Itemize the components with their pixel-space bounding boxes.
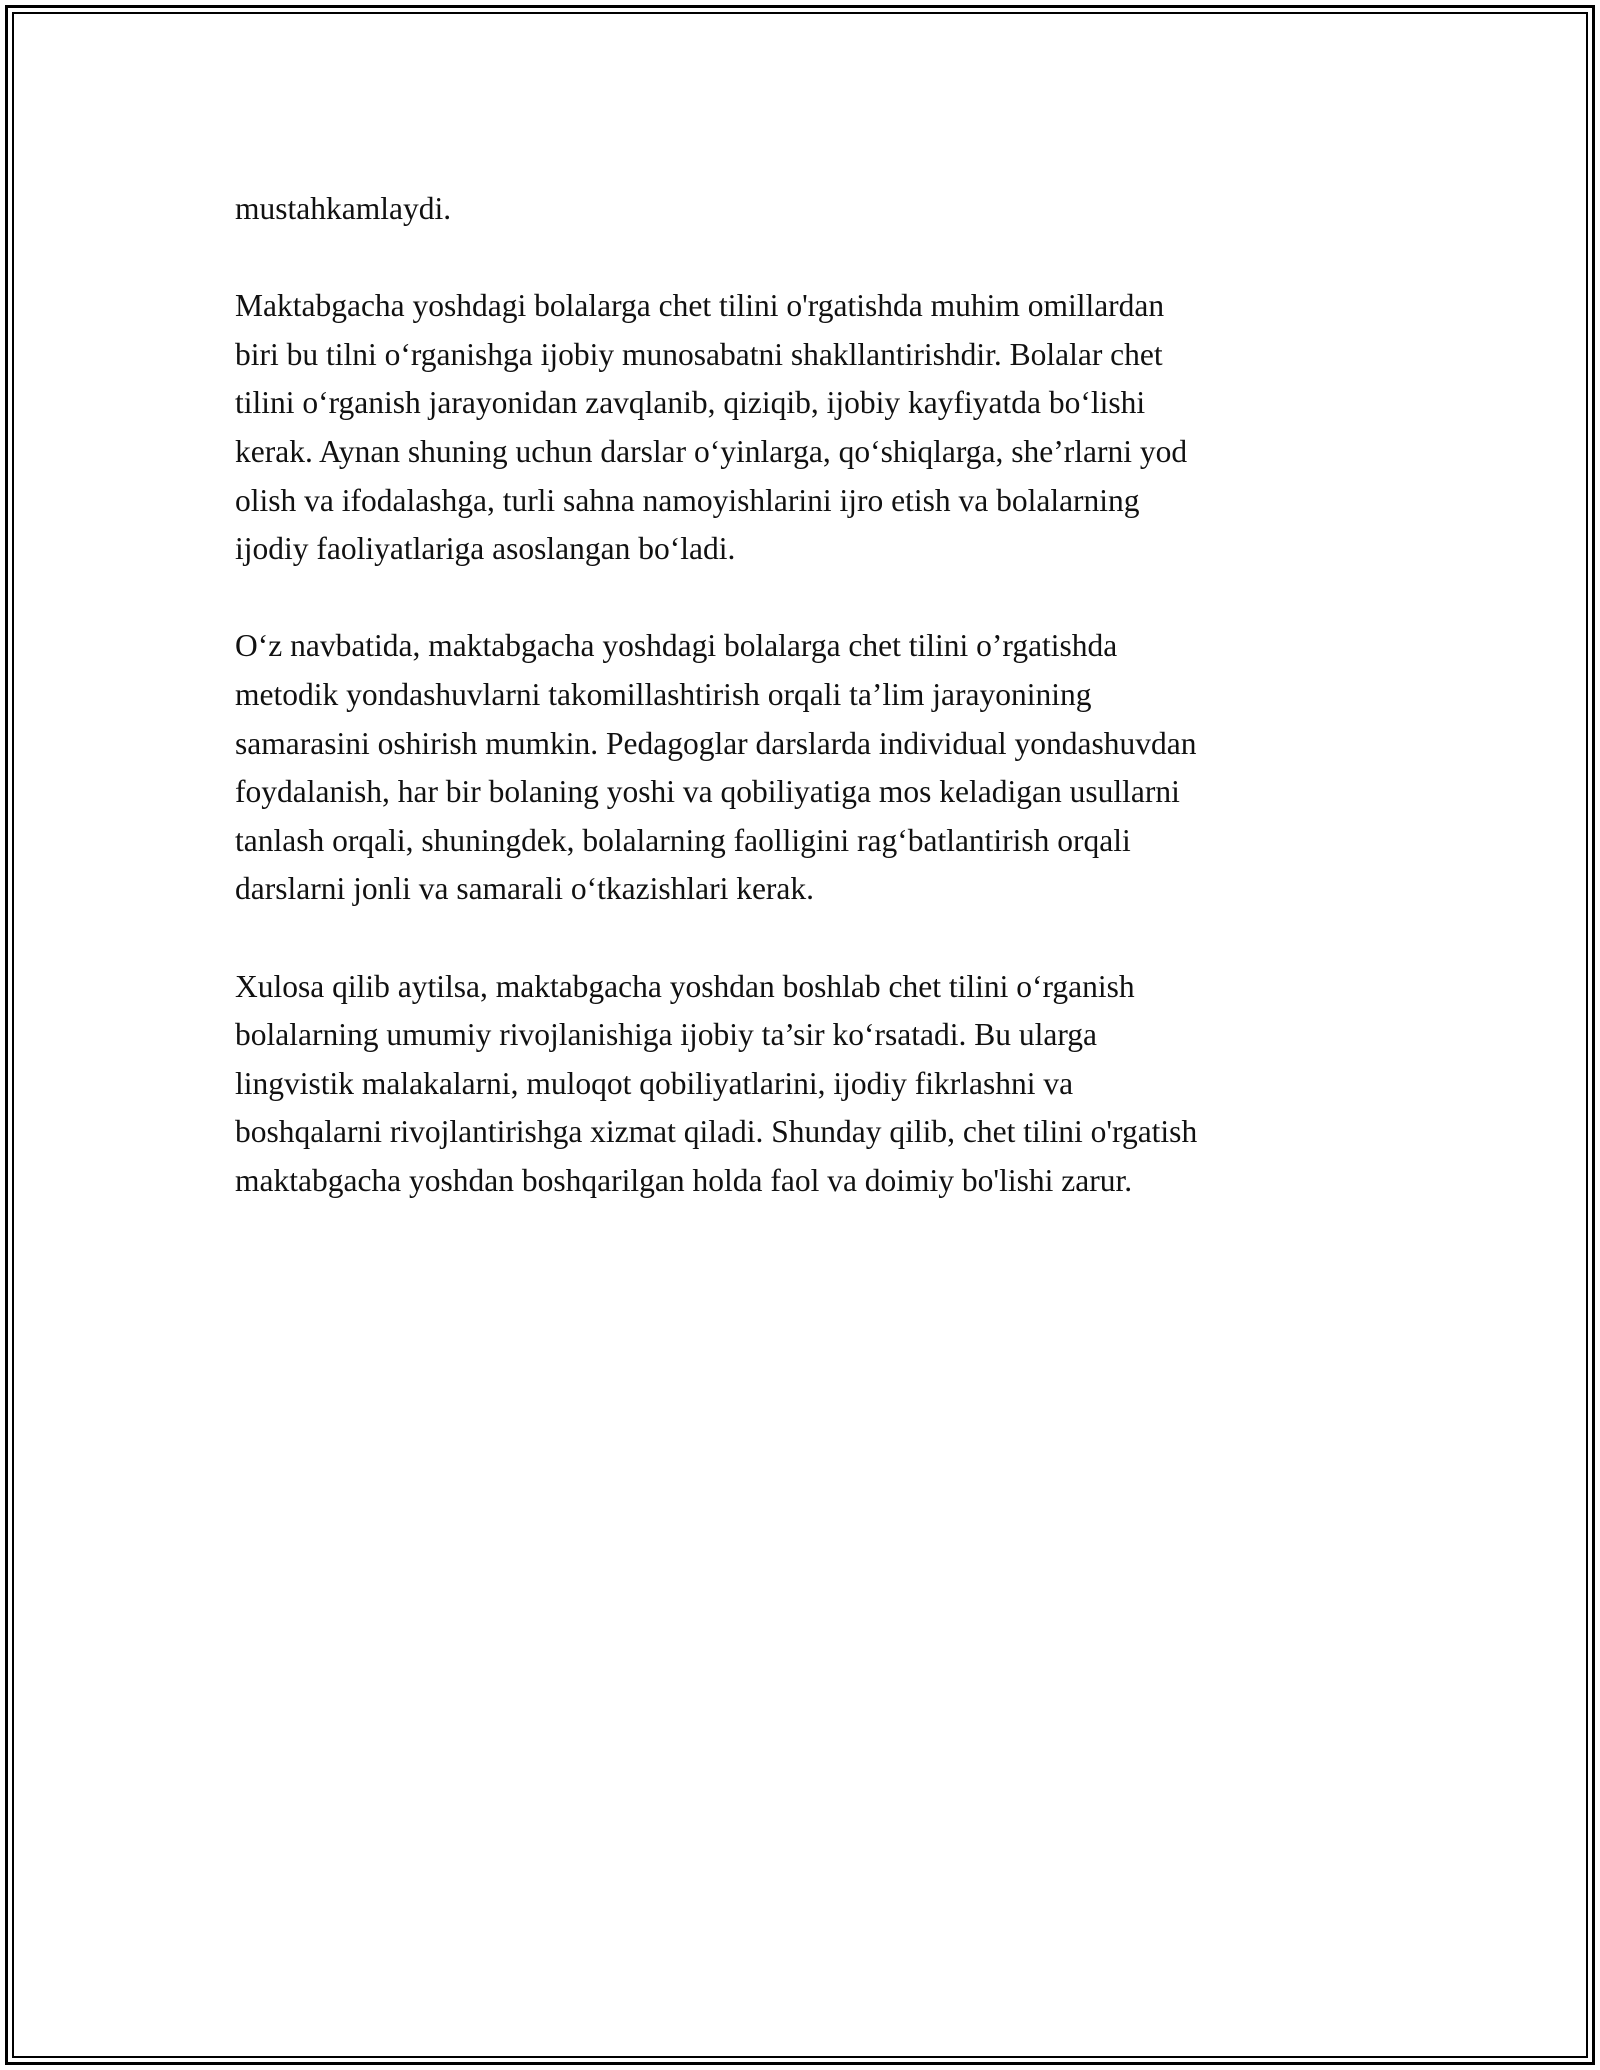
- paragraph-conclusion: Xulosa qilib aytilsa, maktabgacha yoshdan boshlab chet tilini o‘rganish bolalarning umumiy rivojlanishiga ijobiy ta’sir ko‘rsatadi. Bu ularga lingvistik malakalarni, muloqot qobiliyatlarini, ijodiy fikrlashni va boshqalarni rivojlantirishga xizmat qiladi. Shunday qilib, chet tilini o'rgatish maktabgacha yoshdan boshqarilgan holda faol va doimiy bo'lishi zarur.: [235, 968, 1198, 1198]
- paragraph-methodical-approaches: O‘z navbatida, maktabgacha yoshdagi bolalarga chet tilini o’rgatishda metodik yondashuvlarni takomillashtirish orqali ta’lim jarayonining samarasini oshirish mumkin. Pedagoglar darslarda individual yondashuvdan foydalanish, har bir bolaning yoshi va qobiliyatiga mos keladigan usullarni tanlash orqali, shuningdek, bolalarning faolligini rag‘batlantirish orqali darslarni jonli va samarali o‘tkazishlari kerak.: [235, 628, 1197, 907]
- paragraph-continuation: mustahkamlaydi.: [235, 191, 452, 226]
- document-body: [235, 185, 1365, 1254]
- paragraph-positive-attitude: Maktabgacha yoshdagi bolalarga chet tilini o'rgatishda muhim omillardan biri bu tilni o‘rganishga ijobiy munosabatni shakllantirishdir. Bolalar chet tilini o‘rganish jarayonidan zavqlanib, qiziqib, ijobiy kayfiyatda bo‘lishi kerak. Aynan shuning uchun darslar o‘yinlarga, qo‘shiqlarga, she’rlarni yod olish va ifodalashga, turli sahna namoyishlarini ijro etish va bolalarning ijodiy faoliyatlariga asoslangan bo‘ladi.: [235, 288, 1188, 567]
